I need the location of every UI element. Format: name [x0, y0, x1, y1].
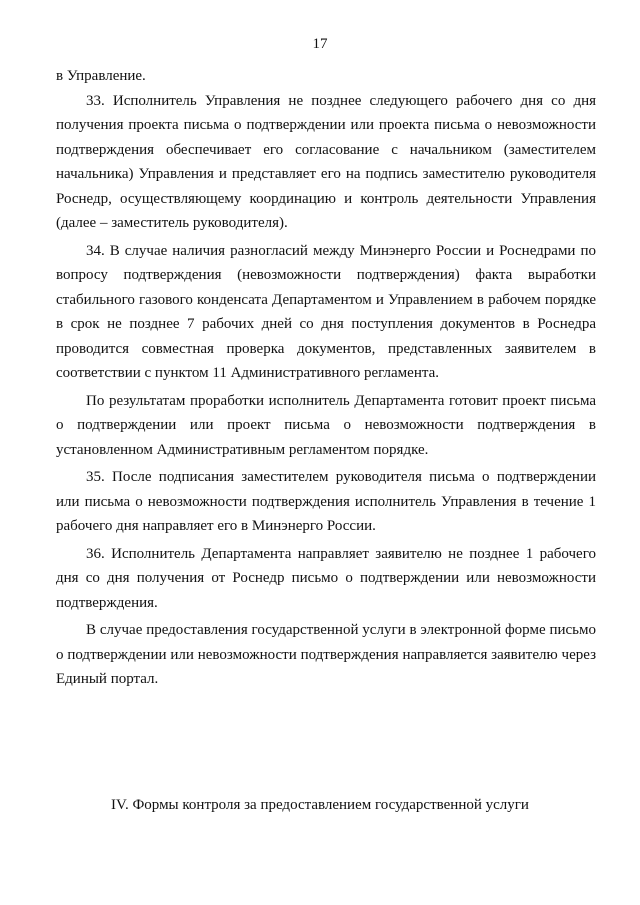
paragraph-34: 34. В случае наличия разногласий между Минэнерго России и Роснедрами по вопросу подтверждения (невозможности подтверждения) факта выработки стабильного газового конденсата Департаментом и Управлением в рабочем порядке в срок не позднее 7 рабочих дней со дня поступления документов в Роснедра проводится совместная проверка документов, представленных заявителем в соответствии с пунктом 11 Административного регламента. — [56, 242, 596, 381]
page-number: 17 — [312, 36, 328, 52]
paragraph-35: 35. После подписания заместителем руководителя письма о подтверждении или письма о невозможности подтверждения исполнитель Управления в течение 1 рабочего дня направляет его в Минэнерго России. — [56, 469, 596, 534]
paragraph-36: 36. Исполнитель Департамента направляет заявителю не позднее 1 рабочего дня со дня получения от Роснедр письмо о подтверждении или невозможности подтверждения. — [56, 545, 596, 611]
document-body — [56, 64, 596, 692]
paragraph-continuation: в Управление. — [56, 68, 146, 84]
section-heading: IV. Формы контроля за предоставлением государственной услуги — [111, 797, 529, 813]
paragraph-34-results: По результатам проработки исполнитель Департамента готовит проект письма о подтверждении или проект письма о невозможности подтверждения в установленном Административным регламентом порядке. — [56, 392, 596, 458]
paragraph-electronic-form: В случае предоставления государственной услуги в электронной форме письмо о подтверждении или невозможности подтверждения направляется заявителю через Единый портал. — [56, 622, 596, 687]
paragraph-33: 33. Исполнитель Управления не позднее следующего рабочего дня со дня получения проекта письма о подтверждении или проекта письма о невозможности подтверждения обеспечивает его согласование с начальником (заместителем начальника) Управления и представляет его на подпись заместителю руководителя Роснедр, осуществляющему координацию и контроль деятельности Управления (далее – заместитель руководителя). — [56, 92, 596, 231]
